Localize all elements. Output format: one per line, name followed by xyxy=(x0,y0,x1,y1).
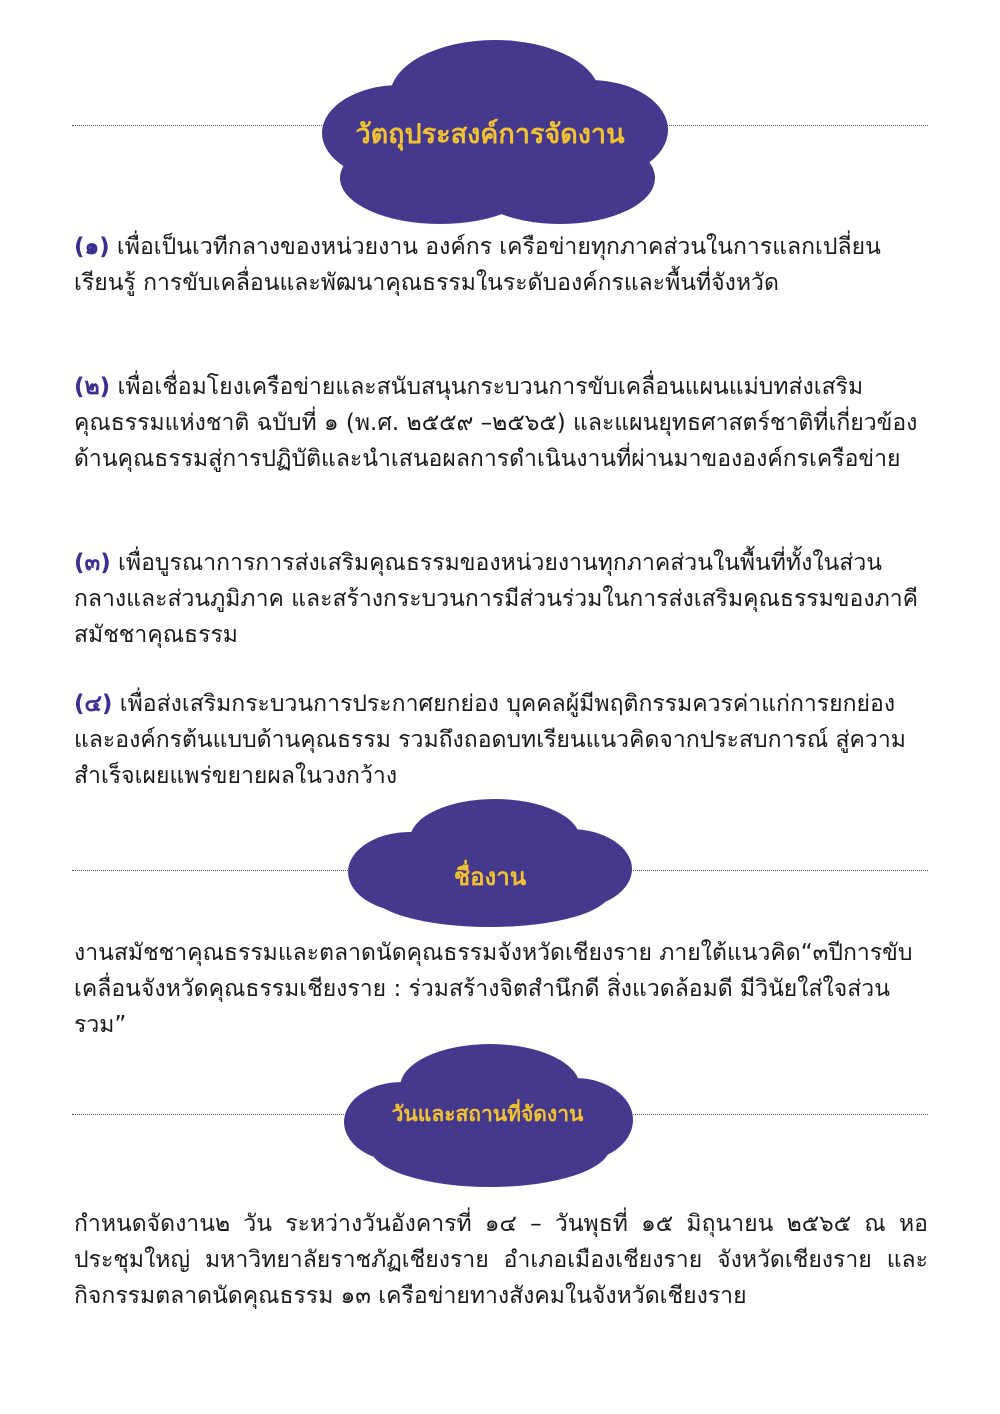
event-name-heading: ชื่องาน xyxy=(453,863,527,891)
objective-text-4: เพื่อส่งเสริมกระบวนการประกาศยกย่อง บุคคลผู้มีพฤติกรรมควรค่าแก่การยกย่อง และองค์กรต้นแบบด้านคุณธรรม รวมถึงถอดบทเรียนแนวคิดจากประสบการณ์ สู่ความสำเร็จเผยแพร่ขยายผลในวงกว้าง xyxy=(74,691,906,789)
objective-item-3 xyxy=(74,545,930,653)
objective-text-2: เพื่อเชื่อมโยงเครือข่ายและสนับสนุนกระบวนการขับเคลื่อนแผนแม่บทส่งเสริมคุณธรรมแห่งชาติ ฉบับที่ ๑ (พ.ศ. ๒๕๕๙ –๒๕๖๕) และแผนยุทธศาสตร์ชาติที่เกี่ยวข้องด้านคุณธรรมสู่การปฏิบัติและนำเสนอผลการดำเนินงานที่ผ่านมาขององค์กรเครือข่าย xyxy=(74,374,918,472)
objective-text-3: เพื่อบูรณาการการส่งเสริมคุณธรรมของหน่วยงานทุกภาคส่วนในพื้นที่ทั้งในส่วนกลางและส่วนภูมิภาค และสร้างกระบวนการมีส่วนร่วมในการส่งเสริมคุณธรรมของภาคีสมัชชาคุณธรรม xyxy=(74,550,919,648)
event-name-text: งานสมัชชาคุณธรรมและตลาดนัดคุณธรรมจังหวัดเชียงราย ภายใต้แนวคิด“๓ปีการขับเคลื่อนจังหวัดคุณธรรมเชียงราย : ร่วมสร้างจิตสำนึกดี สิ่งแวดล้อมดี มีวินัยใส่ใจส่วนรวม” xyxy=(74,940,913,1038)
objective-item-2 xyxy=(74,369,930,477)
objective-number-3: (๓) xyxy=(74,550,111,576)
objective-item-1 xyxy=(74,229,930,301)
objective-number-2: (๒) xyxy=(74,374,111,400)
objective-number-1: (๑) xyxy=(74,234,110,260)
objectives-heading: วัตถุประสงค์การจัดงาน xyxy=(355,119,625,150)
objective-item-4 xyxy=(74,686,930,794)
date-place-text: กำหนดจัดงาน๒ วัน ระหว่างวันอังคารที่ ๑๔ – วันพุธที่ ๑๕ มิถุนายน ๒๕๖๕ ณ หอประชุมใหญ่ มหาวิทยาลัยราชภัฏเชียงราย อำเภอเมืองเชียงราย จังหวัดเชียงราย และกิจกรรมตลาดนัดคุณธรรม ๑๓ เครือข่ายทางสังคมในจังหวัดเชียงราย xyxy=(74,1211,928,1309)
objective-number-4: (๔) xyxy=(74,691,113,717)
objective-text-1: เพื่อเป็นเวทีกลางของหน่วยงาน องค์กร เครือข่ายทุกภาคส่วนในการแลกเปลี่ยนเรียนรู้ การขับเคลื่อนและพัฒนาคุณธรรมในระดับองค์กรและพื้นที่จังหวัด xyxy=(74,234,881,296)
date-place-heading: วันและสถานที่จัดงาน xyxy=(391,1102,584,1126)
